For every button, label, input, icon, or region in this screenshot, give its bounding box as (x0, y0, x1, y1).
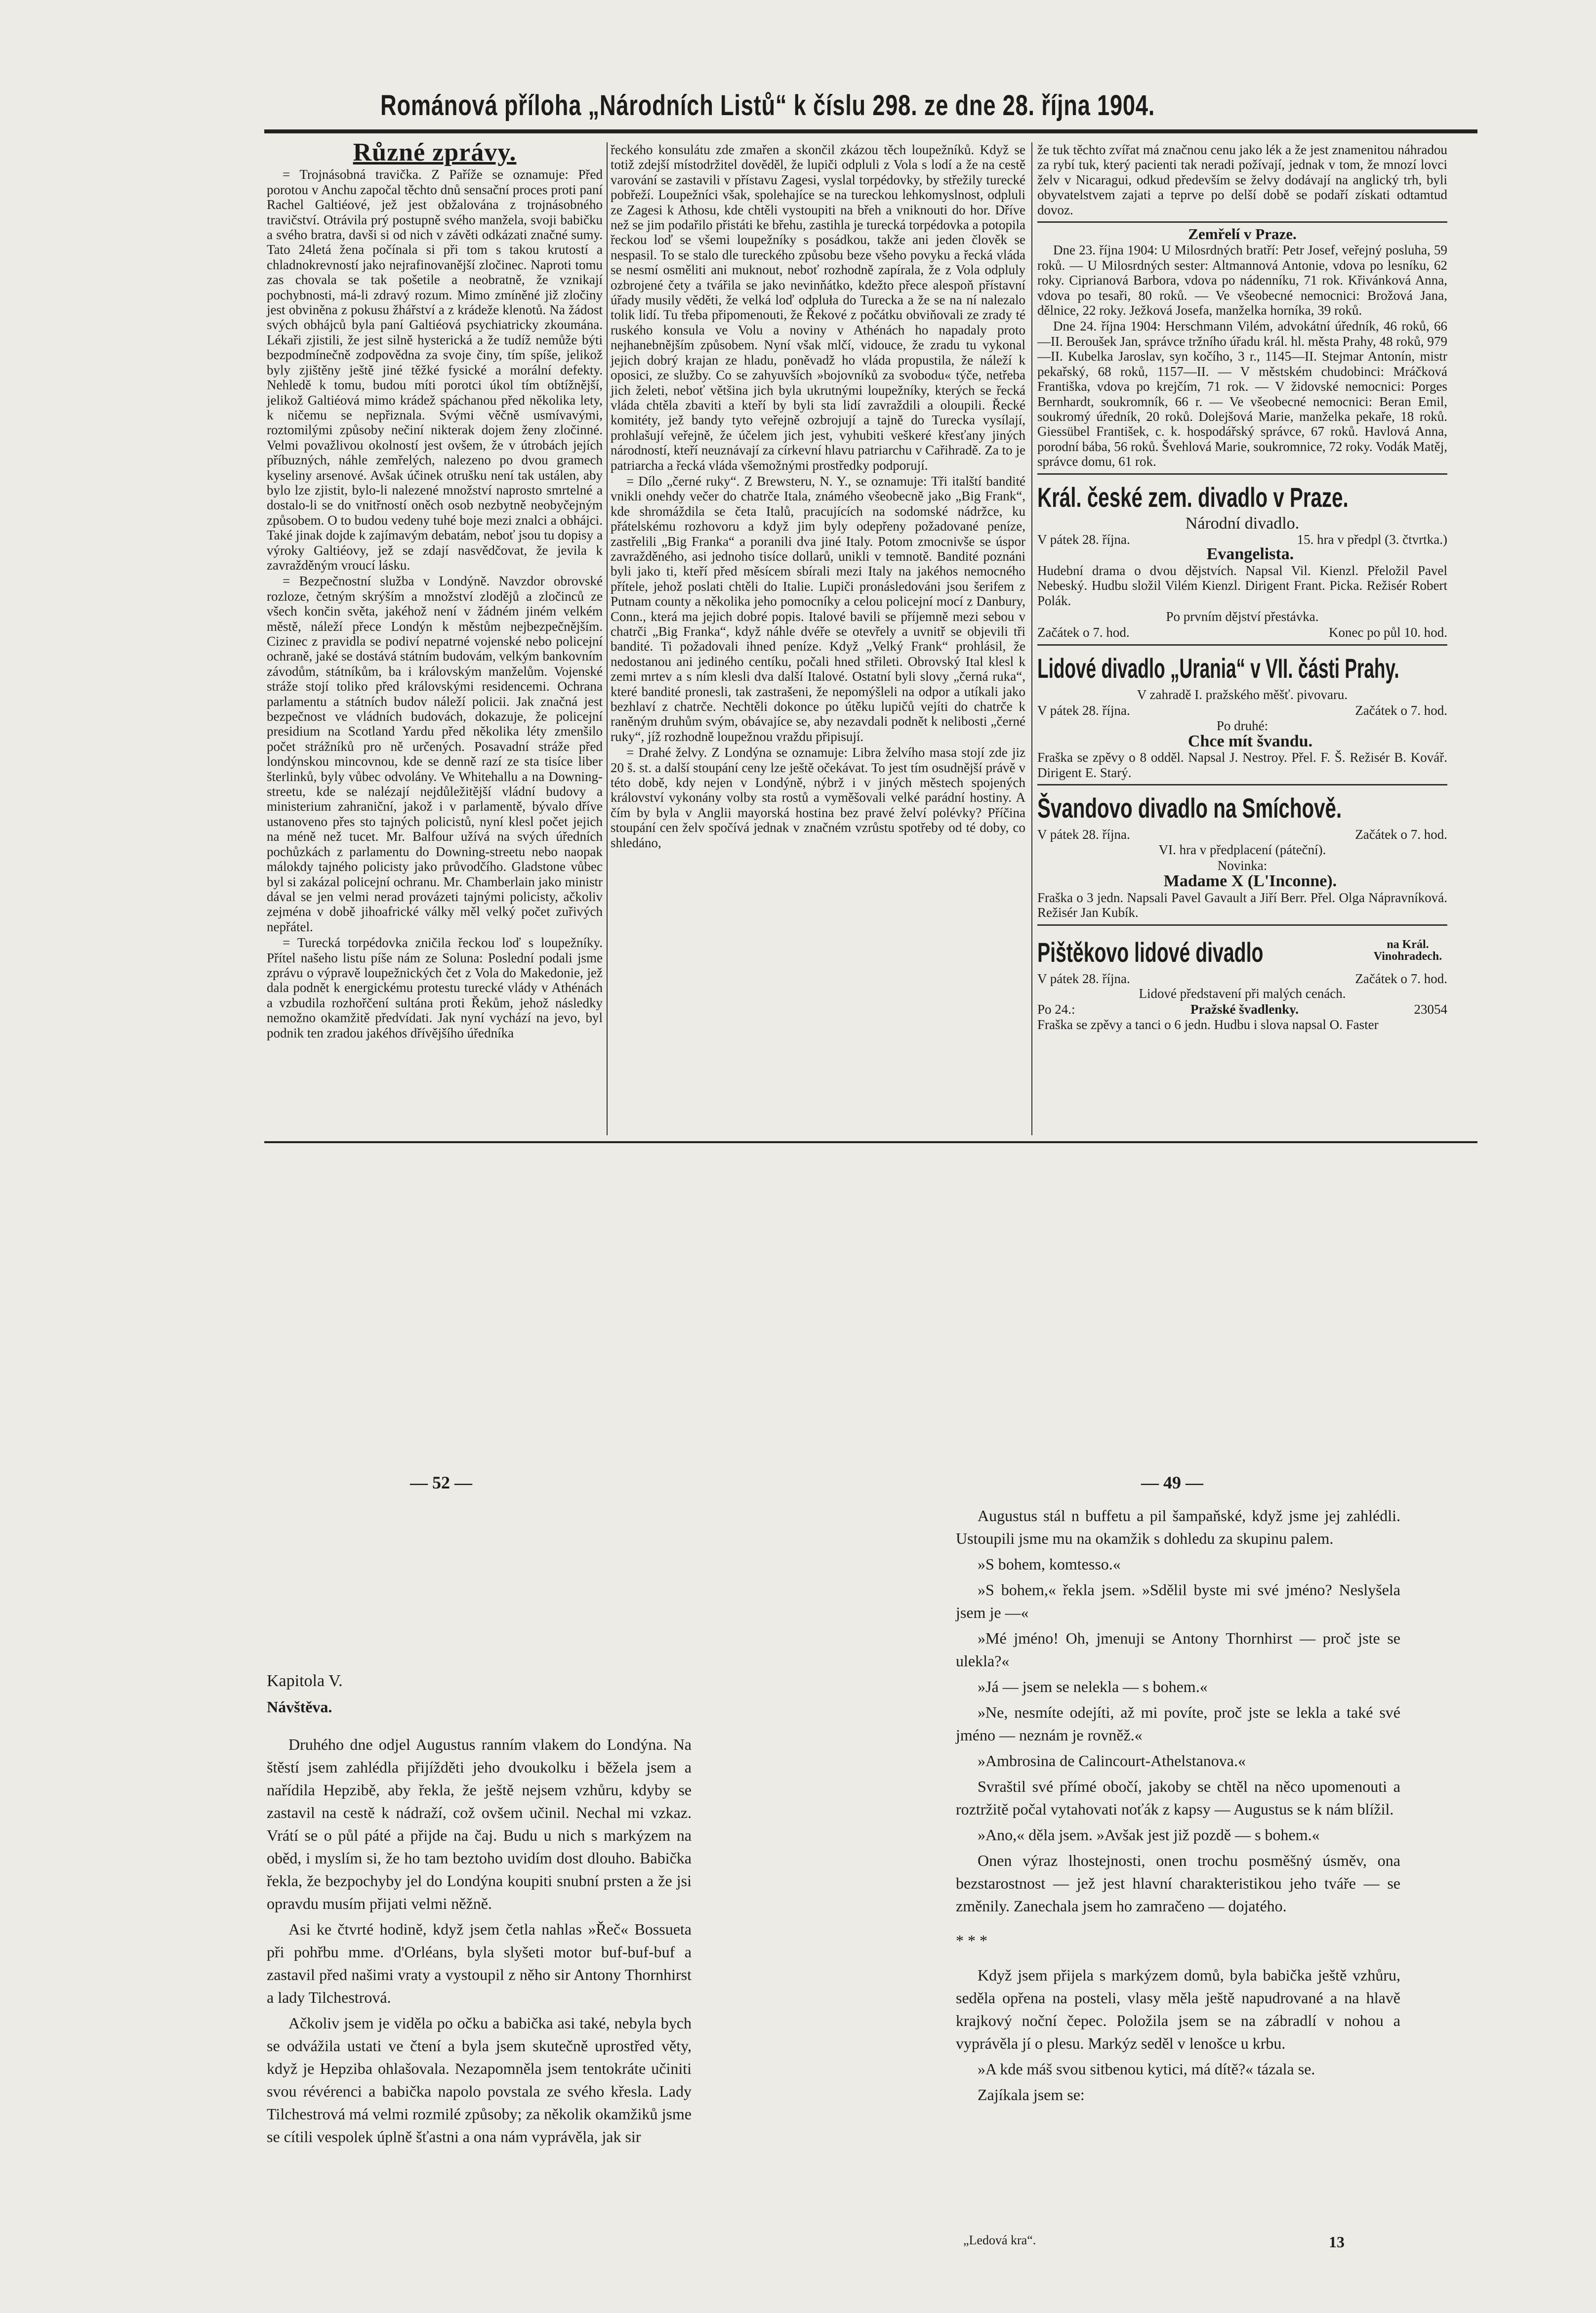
theatre-title: Chce mít švandu. (1187, 732, 1313, 750)
novel-paragraph: Ačkoliv jsem je viděla po očku a babička asi také, nebyla bych se odvážila ustati ve čtení a byla jsem skutečně uprostřed věty, když je Hepziba ohlašovala. Nezapomněla jsem tentokráte učiniti svou révérenci a babička napolo povstala ze svého křesla. Lady Tilchestrová má velmi rozmilé způsoby; za několik okamžiků jsme se cítili vespolek úplně šťastni a ona nám vyprávěla, jak sir (267, 2014, 692, 2146)
footer-sheet-number: 13 (1329, 2233, 1345, 2251)
theatre-new: Novinka: (1217, 858, 1268, 873)
theatre-start: Začátek o 7. hod. (1355, 827, 1447, 842)
theatre-name: Švandovo divadlo na Smíchově. (1037, 792, 1342, 824)
theatre-desc: Hudební drama o dvou dějstvích. Napsal Vil. Kienzl. Přeložil Pavel Nebeský. Hudbu složil Vilém Kienzl. Dirigent Frant. Picka. Režisér Robert Polák. (1037, 563, 1447, 608)
article-black-hand: = Dílo „černé ruky“. Z Brewsteru, N. Y., se oznamuje: Tři italští bandité vnikli onehdy večer do chatrče Itala, známého všeobecně jako „Big Frank“, kde shromáždila se četa Italů, pracujících na sodomské nádržce, ku přátelskému rozhovoru a když jim byly odepřeny požadované peníze, zastřelili „Big Franka“ a poranili dva jiné Italy. Potom zmocnivše se úspor zavražděného, asi jednoho tisíce dollarů, unikli v temnotě. Bandité poznáni byli jako ti, kteří před měsícem sbírali mezi Italy na jakéhos nemocného přítele, jehož poslati chtěli do Italie. Lupiči pronásledováni jsou šerifem z Putnam county a několika jeho pomocníky a celou policejní mocí z Danbury, Conn., která ma jejich dobré popis. Italové bavili se příjemně mezi sebou v chatrči „Big Franka“, když náhle dvéře se otevřely a uvnitř se objevili tři bandité. Ti požadovali ihned peníze. Když „Velký Frank“ prohlásil, že nedostanou ani jediného centíku, počali hned střileti. Obrovský Ital klesl k zemi mrtev a s ním klesli dva další Italové. Ostatní byli slovy „černá ruka“, které bandité pronesli, tak zastrašeni, že nepomýšleli na odpor a utíkali jako bezhlaví z chatrče. Nechtěli dokonce po útěku lupičů vejíti do chatrče k raněným druhům svým, obávajíce se, aby nezavdali podnět k nelibosti „černé ruky“, jíž rozhodně loupežnou vraždu připisují. (611, 473, 1025, 744)
theatre-name: Král. české zem. divadlo v Praze. (1037, 481, 1349, 513)
novel-page-right (956, 1504, 1400, 2109)
masthead-rule (264, 129, 1477, 133)
theatre-title: Evangelista. (1206, 545, 1294, 564)
footer-title: „Ledová kra“. (963, 2233, 1036, 2247)
theatre-date: V pátek 28. října. (1037, 703, 1130, 718)
novel-paragraph: Svraštil své přímé obočí, jakoby se chtěl na něco upomenouti a roztržitě počal vytahovati noťák z kapsy — Augustus se k nám blížil. (956, 1777, 1400, 1818)
article-torpedo-boat: = Turecká torpédovka zničila řeckou loď s loupežníky. Přítel našeho listu píše nám ze Soluna: Poslední podali jsme zprávu o výpravě loupežnických čet z Vola do Makedonie, jež dala podnět k energickému protestu turecké vlády v Athénách a vzbudila rozhořčení sultána proti Řekům, jehož následky nemožno okamžitě předvídati. Jak nyní vychází na jevo, byl podnik ten zradou jakéhos dřívějšího úředníka (267, 935, 603, 1040)
novel-paragraph: »S bohem, komtesso.« (978, 1555, 1121, 1573)
column-3 (1037, 142, 1447, 1033)
chapter-subtitle: Návštěva. (267, 1698, 332, 1716)
theatre-national (1037, 482, 1447, 640)
novel-page-left (267, 1670, 692, 2151)
theatre-note: Lidové představení při malých cenách. (1139, 986, 1346, 1001)
article-london-security: = Bezpečnostní služba v Londýně. Navzdor obrovské rozloze, četným skrýším a množství zlodějů a zločinců ze všech končin světa, jakéhož není v žádném jiném velkém městě, náleží přece Londýn k městům nejbezpečnějším. Cizinec z pravidla se podiví nepatrné vojenské nebo policejní ochraně, jaké se dostává státním budovám, velkým bankovním závodům, státníkům, ba i královským manželům. Vojenské stráže stojí toliko před královskými residencemi. Ochrana parlamentu a státních budov náleží policii. Jak značná jest bezpečnost ve vládních budovách, dokazuje, že policejní presidium na Scotland Yardu před několika léty zmenšilo počet strážníků pro ně určených. Posavadní stráže před londýnskou mincovnou, kde se denně razí ze sta tisíce liber šterlinků, byly vůbec odvolány. Ve Whitehallu a na Downing-streetu, kde se nalézají nejdůležitější vládní budovy a ministerium zahraniční, jakož i v parlamentě, bývalo dříve ustanoveno přes sto tajných policistů, nyní klesl počet jejich na méně než tucet. Mr. Balfour užívá na svých úředních pochůzkách z parlamentu do Downing-streetu nebo naopak málokdy tajného policisty jako průvodčího. Gladstone vůbec byl si zakázal policejní ochranu. Mr. Chamberlain jako ministr dával se jen velmi nerad provázeti tajnými policisty, ačkoliv zejména v době jihoafrické války měl velký počet zuřivých nepřátel. (267, 574, 603, 934)
theatre-second: Po druhé: (1216, 718, 1269, 733)
page-number-right: — 49 — (1141, 1473, 1203, 1492)
page-number-left: — 52 — (410, 1473, 472, 1492)
column-divider (607, 142, 608, 1135)
theatre-next-title: Pražské švadlenky. (1190, 1002, 1299, 1017)
divider (1037, 473, 1447, 475)
novel-paragraph: Zajíkala jsem se: (978, 2086, 1085, 2104)
divider (1037, 221, 1447, 223)
masthead: Románová příloha „Národních Listů“ k číslu 298. ze dne 28. října 1904. (380, 89, 1155, 122)
section-rule (264, 1141, 1477, 1143)
novel-paragraph: Augustus stál n buffetu a pil šampaňské, když jsme jej zahlédli. Ustoupili jsme mu na okamžik s dohledu za skupinu palem. (956, 1507, 1400, 1547)
article-turtles-continued: že tuk těchto zvířat má značnou cenu jako lék a že jest znamenitou náhradou za rybí tuk, který pacienti tak neradi požívají, jednak v tom, že mnozí lovci želv v Nicaragui, odkud především se želvy dodávají na anglický trh, byli obyvatelstvem zajati a teprve po delší době se podaří získati odtamtud dovoz. (1037, 142, 1447, 217)
novel-paragraph: »A kde máš svou sitbenou kytici, má dítě?« tázala se. (978, 2060, 1315, 2078)
divider (1037, 924, 1447, 926)
theatre-perf: 15. hra v předpl (3. čtvrtka.) (1297, 532, 1447, 547)
column-2 (611, 142, 1025, 851)
theatre-sub: V zahradě I. pražského měšť. pivovaru. (1137, 687, 1348, 702)
article-poisoner: = Trojnásobná travička. Z Paříže se oznamuje: Před porotou v Anchu započal těchto dnů sensační proces proti paní Rachel Galtiéové, jež jest obžalována z trojnásobného travičství. Otrávila prý postupně svého manžela, svoji babičku a svého bratra, davši si od nich v závěti odkázati značné sumy. Tato 24letá žena počínala si při tom s takou krutostí a chladnokrevností jako nejrafinovanější zločinec. Naproti tomu zas chovala se tak pošetile a neobratně, že vznikají pochybnosti, má-li zdravý rozum. Mimo zmíněné již zločiny jest obviněna z pokusu žhářství a z krádeže klenotů. Na žádost svých obhájců byla paní Galtiéová psychiatricky zkoumána. Lékaři zjistili, že jest silně hysterická a že tudíž nemůže býti bezpodmínečně zodpovědna za svoje činy, tím spíše, jelikož byly zjištěny ještě jiné těžké fysické a morální defekty. Nehledě k tomu, budou míti porotci úkol tím obtížnější, jelikož Galtiéová mimo krádež spáchanou před několika lety, k ničemu se nepřiznala. Svými věčně usmívavými, roztomilými způsoby nečiní nikterak dojem ženy zločinné. Velmi považlivou okolností jest ovšem, že v útrobách jejích příbuzných, náhle zemřelých, nalezeno po dvou gramech kyseliny arsenové. Avšak účinek otrušku není tak ustálen, aby bylo lze zjistit, bylo-li nalezené množství naprosto smrtelné a dostalo-li se do vnitřností oněch osob nezbytně neobyčejným způsobem. O to budou vedeny tuhé boje mezi znalci a obhájci. Také jinak dojde k zajímavým debatám, neboť jsou tu dopisy a výroky Galtiéovy, jež se zdají nasvědčovat, že jevila k zavražděným vroucí lásku. (267, 167, 603, 573)
theatre-perf: VI. hra v předplacení (páteční). (1158, 842, 1326, 857)
theatre-urania (1037, 653, 1447, 780)
novel-paragraph: »S bohem,« řekla jsem. »Sdělil byste mi své jméno? Neslyšela jsem je —« (956, 1581, 1400, 1621)
theatre-next-label: Po 24.: (1037, 1002, 1075, 1017)
theatre-start: Začátek o 7. hod. (1355, 971, 1447, 986)
divider (1037, 784, 1447, 785)
column-divider (1031, 142, 1032, 1135)
novel-paragraph: Když jsem přijela s markýzem domů, byla babička ještě vzhůru, seděla opřena na posteli, vlasy měla ještě napudrované a na hlavě krajkový noční čepec. Položila jsem se na zábradlí v nohou a vyprávěla jí o plesu. Markýz seděl v lenošce u krbu. (956, 1966, 1400, 2052)
chapter-title: Kapitola V. (267, 1672, 343, 1690)
theatre-next-num: 23054 (1414, 1002, 1447, 1017)
theatre-date: V pátek 28. října. (1037, 532, 1130, 547)
article-torpedo-continued: řeckého konsulátu zde zmařen a skončil zkázou těch loupežníků. Když se totiž zdejší místodržitel dověděl, že lupiči odpluli z Vola s lodí a že na cestě varování se zastavili v přístavu Zagesi, vyslal torpédovky, by střežily turecké pobřeží. Loupežníci však, spolehajíce se na tureckou lehkomyslnost, odpluli ze Zagesi k Athosu, kde chtěli vystoupiti na břeh a vniknouti do hor. Dříve než se jim podařilo přistáti ke břehu, zastihla je turecká torpédovka a potopila řeckou loď se všemi loupežníky s posádkou, takže ani jeden člověk se nespasil. To se stalo dle tureckého způsobu beze všeho povyku a řecká vláda se nesmí osměliti ani muknout, neboť rozhodně zapírala, že z Vola odpluly ozbrojené čety a tvářila se jako nevinňátko, kdežto přece alespoň přístavní úřady musily věděti, že velká loď odpluła do Turecka a že se na ní nalezalo tolik lidí. Tu třeba připomenouti, že Řekové z počátku obviňovali ze zrady té ruského konsula ve Volu a noviny v Athénách ho napadaly proto nejhanebnějším způsobem. Nyní však mlčí, vidouce, že zradu tu vykonal jejich dobrý krajan ze hladu, poněvadž ho vláda propustila, že náleží k oposici, ze služby. Co se zahyuvších »bojovníků za svobodu« týče, netřeba jich želeti, neboť většina jich byla ukrutnými loupežníky, kterých se řecká vláda chtěla zbaviti a kteří by byli sta lidí zavraždili a oloupili. Řecké komitéty, jež bandy tyto veřejně ozbrojují a tajně do Turecka vysílají, prohlašují veřejně, že účelem jich jest, vyhubiti veškeré křesťany jiných národností, kteří neuznávají za církevní hlavu patriarchu v Cařihradě. Za to je patriarcha a řecká vláda všemožnými prostředky podporují. (611, 142, 1025, 473)
novel-paragraph: »Ano,« děla jsem. »Avšak jest již pozdě — s bohem.« (978, 1826, 1320, 1844)
theatre-name: Pištěkovo lidové divadlo (1037, 936, 1264, 968)
theatre-start: Začátek o 7. hod. (1355, 703, 1447, 718)
theatre-svanda (1037, 792, 1447, 920)
theatre-place: na Král. Vinohradech. (1373, 938, 1442, 963)
theatre-desc: Fraška se zpěvy o 8 odděl. Napsal J. Nestroy. Přel. F. Š. Režisér B. Kovář. Dirigent E. Starý. (1037, 750, 1447, 780)
novel-paragraph: Onen výraz lhostejnosti, onen trochu posměšný úsměv, ona bezstarostnost — jež jest hlavní charakteristikou jeho tváře — se změnily. Zanechala jsem ho zamračeno — dojatého. (956, 1852, 1400, 1915)
theatre-desc: Fraška se zpěvy a tanci o 6 jedn. Hudbu i slova napsal O. Faster (1037, 1017, 1379, 1032)
theatre-pistek (1037, 930, 1447, 1033)
theatre-end: Konec po půl 10. hod. (1329, 625, 1447, 640)
theatre-date: V pátek 28. října. (1037, 971, 1130, 986)
deaths-title: Zemřelí v Praze. (1188, 225, 1297, 243)
theatre-name: Lidové divadlo „Urania“ v VII. části Prahy. (1037, 652, 1399, 684)
novel-paragraph: »Ne, nesmíte odejíti, až mi povíte, proč jste se lekla a také své jméno — neznám je rovněž.« (956, 1703, 1400, 1744)
divider (1037, 644, 1447, 646)
novel-paragraph: »Mé jméno! Oh, jmenuji se Antony Thornhirst — proč jste se ulekla?« (956, 1629, 1400, 1670)
novel-paragraph: Asi ke čtvrté hodině, když jsem četla nahlas »Řeč« Bossueta při pohřbu mme. d'Orléans, byla slyšeti motor buf-buf-buf a zastavil před našimi vraty a vystoupil z něho sir Antony Thornhirst a lady Tilchestrová. (267, 1920, 692, 2006)
deaths-list-24: Dne 24. října 1904: Herschmann Vilém, advokátní úředník, 46 roků, 66—II. Beroušek Jan, správce tržního úřadu král. hl. města Prahy, 48 roků, 979—II. Kubelka Jaroslav, syn kočího, 3 r., 1145—II. Stejmar Antonín, mistr pekařský, 68 roků, 1157—II. — V městském chudobinci: Mráčková Františka, vdova po krejčím, 71 rok. — V židovské nemocnici: Porges Bernhardt, soukromník, 66 r. — Ve všeobecné nemocnici: Beran Emil, soukromý úředník, 20 roků. Dolejšová Marie, manželka pekaře, 18 roků. Giessübel František, c. k. hospodářský správce, 67 roků. Havlová Anna, porodní bába, 56 roků. Švehlová Marie, soukromnice, 72 roky. Vodák Matěj, správce domu, 61 rok. (1037, 319, 1447, 469)
novel-paragraph: Druhého dne odjel Augustus ranním vlakem do Londýna. Na štěstí jsem zahlédla přijížděti jeho dvoukolku i běžela jsem a nařídila Hepzibě, aby řekla, že ještě nejsem vzhůru, kdyby se zastavil na cestě k nádraží, což ovšem učinil. Nechal mi vzkaz. Vrátí se o půl páté a přijde na čaj. Budu u nich s markýzem na oběd, i myslím si, že ho tam beztoho uvidím dost dlouho. Babička řekla, že bezpochyby jel do Londýna koupiti snubní prsten a že jsi opravdu musím přijati velmi něžně. (267, 1735, 692, 1912)
deaths-list-23: Dne 23. října 1904: U Milosrdných bratří: Petr Josef, veřejný posluha, 59 roků. — U Milosrdných sester: Altmannová Antonie, vdova po lesníku, 62 roky. Ciprianová Barbora, vdova po nádenníku, 71 rok. Křivánková Anna, vdova po tesaři, 80 roků. — Ve všeobecné nemocnici: Brožová Jana, dělnice, 22 roky. Ježková Josefa, manželka horníka, 39 roků. (1037, 243, 1447, 318)
theatre-title: Madame X (L'Inconne). (1163, 872, 1337, 891)
novel-paragraph: »Ambrosina de Calincourt-Athelstanova.« (978, 1752, 1246, 1770)
theatre-start: Začátek o 7. hod. (1037, 625, 1130, 640)
novel-paragraph: »Já — jsem se nelekla — s bohem.« (978, 1678, 1208, 1695)
theatre-sub: Národní divadlo. (1185, 514, 1300, 533)
theatre-desc: Fraška o 3 jedn. Napsali Pavel Gavault a Jiří Berr. Přel. Olga Nápravníková. Režisér Jan Kubík. (1037, 890, 1447, 920)
column-1 (267, 138, 603, 1041)
headline: Různé zprávy. (353, 138, 517, 166)
theatre-date: V pátek 28. října. (1037, 827, 1130, 842)
theatre-first: Po prvním dějství přestávka. (1166, 609, 1319, 624)
article-turtles: = Drahé želvy. Z Londýna se oznamuje: Libra želvího masa stojí zde jiz 20 š. st. a další stoupání ceny lze ještě očekávat. To jest tím osudnější právě v této době, kdy nejen v Londýně, nýbrž i v jiných městech spojených království vykonány volby sta rostů a vyměšovali velké parádní hostiny. A čím by byla v Anglii mayorská hostina bez pravé želví polévky? Příčina stoupání cen želv spočívá jednak v značném vzrůstu spotřeby od té doby, co shledáno, (611, 745, 1025, 850)
section-asterisks: * * * (956, 1932, 987, 1949)
